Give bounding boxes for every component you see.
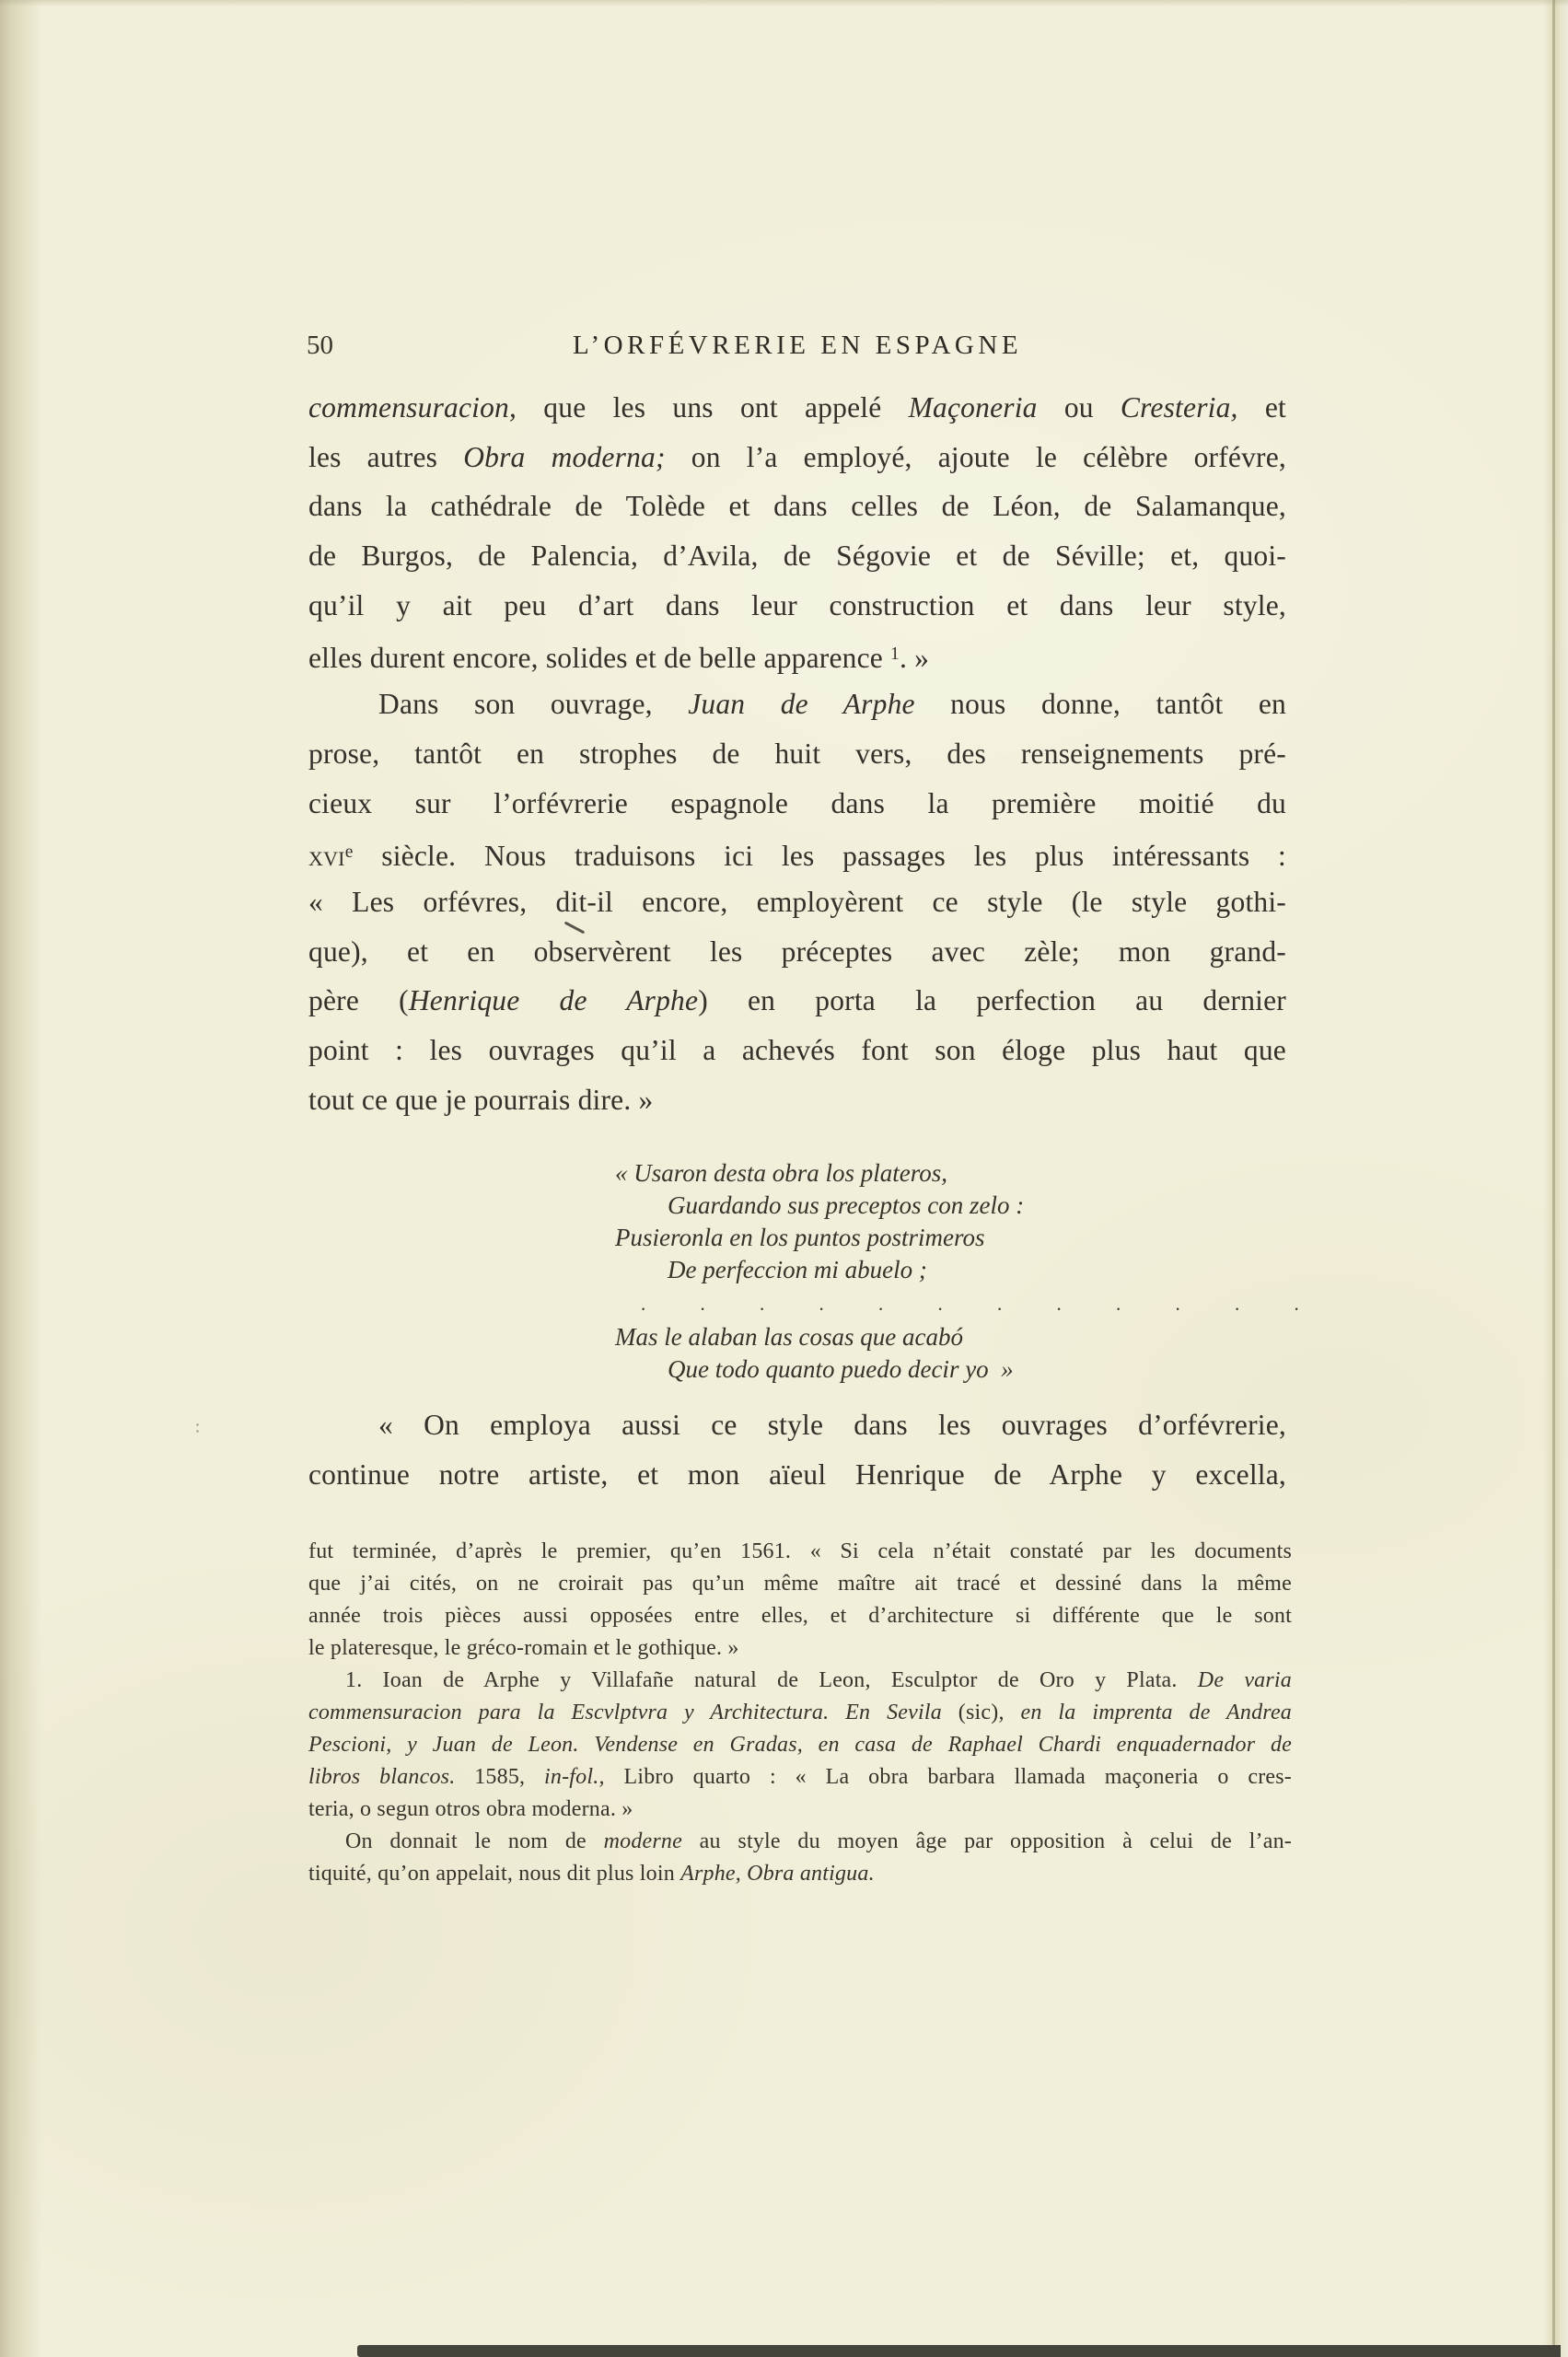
text-line <box>308 1665 1292 1697</box>
text-line <box>615 1157 1324 1190</box>
text-segment: . . . . . . . . . . . . <box>641 1293 1324 1315</box>
text-segment: « Usaron desta obra los plateros, <box>615 1159 948 1187</box>
page-edge-line <box>1552 0 1555 2357</box>
text-line <box>308 679 1286 729</box>
text-line <box>308 828 1286 877</box>
text-segment: Que todo quanto puedo decir yo » <box>668 1355 1014 1383</box>
text-segment: Pescioni, y Juan de Leon. Vendense en Gradas, en casa de Raphael Chardi enquadernador de <box>308 1733 1292 1757</box>
text-segment: in-fol., <box>544 1765 605 1789</box>
text-line <box>308 1761 1292 1794</box>
text-segment: nous donne, tantôt en <box>914 688 1286 721</box>
text-segment: siècle. Nous traduisons ici les passages les plus intéressants : <box>353 839 1286 872</box>
text-segment: . » <box>900 642 930 675</box>
text-line <box>308 1450 1286 1500</box>
verse-quote <box>615 1157 1324 1386</box>
text-segment: Guardando sus preceptos con zelo : <box>668 1191 1025 1219</box>
text-segment: qu’il y ait peu d’art dans leur construction et dans leur style, <box>308 588 1286 621</box>
text-segment: moderne <box>603 1829 682 1853</box>
text-segment: « On employa aussi ce style dans les ouvrages d’orfévrerie, <box>378 1409 1286 1441</box>
text-segment: 1. Ioan de Arphe y Villafañe natural de Leon, Esculptor de Oro y Plata. <box>345 1668 1198 1692</box>
text-segment: xvi <box>308 839 345 872</box>
text-segment: en la imprenta de Andrea <box>1020 1701 1292 1724</box>
text-segment: les autres <box>308 440 464 473</box>
text-line <box>615 1353 1324 1386</box>
text-segment: tiquité, qu’on appelait, nous dit plus loin <box>308 1862 681 1886</box>
text-line <box>615 1321 1324 1353</box>
text-line <box>308 1536 1292 1568</box>
text-segment: au style du moyen âge par opposition à celui de l’an- <box>681 1829 1292 1853</box>
text-segment: le plateresque, le gréco-romain et le gothique. » <box>308 1636 739 1660</box>
text-line <box>308 1697 1292 1729</box>
text-line <box>308 779 1286 829</box>
text-segment: commensuracion para la Escvlptvra y Architectura. En Sevila <box>308 1701 942 1724</box>
text-segment: Mas le alaban las cosas que acabó <box>615 1323 963 1351</box>
running-header: L’ORFÉVRERIE EN ESPAGNE <box>572 331 1023 360</box>
text-line <box>308 976 1286 1026</box>
text-line <box>615 1222 1324 1254</box>
text-segment: 1 <box>890 644 900 665</box>
text-segment: De perfeccion mi abuelo ; <box>668 1256 927 1283</box>
text-line <box>308 1400 1286 1450</box>
text-segment: elles durent encore, solides et de belle apparence <box>308 642 891 675</box>
text-segment: père ( <box>308 984 409 1017</box>
text-line <box>308 1568 1292 1600</box>
closing-paragraph <box>308 1400 1286 1499</box>
footnotes-block <box>308 1536 1292 1890</box>
text-segment: ) en porta la perfection au dernier <box>698 984 1286 1017</box>
text-line <box>308 729 1286 779</box>
text-segment: Cresteria, <box>1120 391 1238 424</box>
text-line <box>308 630 1286 679</box>
text-line <box>615 1286 1324 1321</box>
text-line <box>308 433 1286 482</box>
text-segment: que), et en observèrent les préceptes avec zèle; mon grand- <box>308 935 1286 968</box>
text-segment: Pusieronla en los puntos postrimeros <box>615 1224 985 1251</box>
text-line <box>308 482 1286 531</box>
text-segment: point : les ouvrages qu’il a achevés font son éloge plus haut que <box>308 1033 1286 1066</box>
page-number: 50 <box>307 331 333 360</box>
text-segment: commensuracion, <box>308 391 517 424</box>
text-segment: Dans son ouvrage, <box>378 688 689 721</box>
text-segment: ou <box>1037 391 1121 424</box>
page-top-shadow <box>0 0 1568 6</box>
text-segment: (sic), <box>941 1701 1021 1724</box>
text-line <box>615 1190 1324 1222</box>
text-segment: 1585, <box>455 1765 545 1789</box>
text-line <box>308 877 1286 927</box>
text-segment: Juan de Arphe <box>688 688 915 721</box>
text-segment: libros blancos. <box>308 1765 456 1789</box>
text-line <box>308 1729 1292 1761</box>
text-segment: on l’a employé, ajoute le célèbre orfévre, <box>665 440 1286 473</box>
text-segment: On donnait le nom de <box>345 1829 604 1853</box>
page-gutter-shadow <box>0 0 42 2357</box>
text-line <box>308 1826 1292 1858</box>
text-line <box>308 581 1286 631</box>
text-segment: teria, o segun otros obra moderna. » <box>308 1797 633 1821</box>
text-line <box>615 1254 1324 1286</box>
text-line <box>308 1600 1292 1632</box>
text-segment: cieux sur l’orfévrerie espagnole dans la première moitié du <box>308 786 1286 819</box>
text-segment: tout ce que je pourrais dire. » <box>308 1083 654 1116</box>
ink-speck-artifact <box>196 1423 199 1433</box>
text-segment: prose, tantôt en strophes de huit vers, des renseignements pré- <box>308 737 1286 770</box>
text-segment: de Burgos, de Palencia, d’Avila, de Ségovie et de Séville; et, quoi- <box>308 540 1286 573</box>
text-segment: continue notre artiste, et mon aïeul Henrique de Arphe y excella, <box>308 1457 1286 1491</box>
text-line <box>308 1026 1286 1075</box>
text-line <box>308 1632 1292 1665</box>
scan-edge-bar <box>357 2345 1561 2357</box>
text-segment: Maçoneria <box>908 391 1038 424</box>
text-segment: et <box>1237 391 1286 424</box>
text-line <box>308 531 1286 581</box>
text-segment: e <box>344 842 354 863</box>
text-segment: Henrique de Arphe <box>408 984 699 1017</box>
text-segment: Libro quarto : « La obra barbara llamada maçoneria o cres- <box>604 1765 1292 1789</box>
text-segment: que les uns ont appelé <box>517 391 909 424</box>
text-segment: fut terminée, d’après le premier, qu’en 1561. « Si cela n’était constaté par les documents <box>308 1539 1292 1563</box>
text-line <box>308 1858 1292 1890</box>
text-line <box>308 1075 1286 1125</box>
text-segment: que j’ai cités, on ne croirait pas qu’un même maître ait tracé et dessiné dans la même <box>308 1572 1292 1596</box>
text-segment: année trois pièces aussi opposées entre elles, et d’architecture si différente que le sont <box>308 1604 1292 1628</box>
text-line <box>308 383 1286 433</box>
text-line <box>308 927 1286 977</box>
text-segment: De varia <box>1197 1668 1292 1692</box>
text-segment: « Les orfévres, dit-il encore, employèrent ce style (le style gothi- <box>308 885 1286 918</box>
text-line <box>308 1794 1292 1826</box>
text-segment: dans la cathédrale de Tolède et dans celles de Léon, de Salamanque, <box>308 490 1286 523</box>
text-segment: Arphe, Obra antigua. <box>680 1862 875 1886</box>
body-text <box>308 383 1286 1124</box>
text-segment: Obra moderna; <box>463 440 666 473</box>
